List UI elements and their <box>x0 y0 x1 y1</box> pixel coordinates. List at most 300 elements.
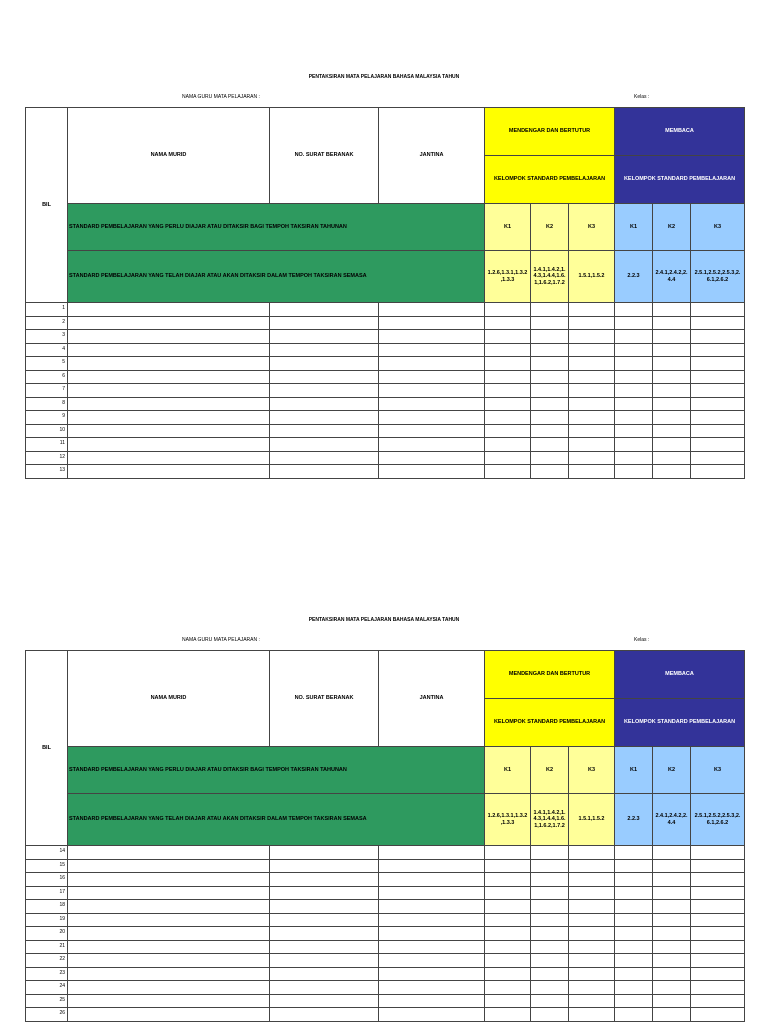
mendengar-k1-cell[interactable] <box>485 873 531 887</box>
nama-murid-cell[interactable] <box>68 330 270 344</box>
jantina-cell[interactable] <box>379 859 485 873</box>
row-number: 12 <box>26 451 68 465</box>
mendengar-k2-cell[interactable] <box>531 859 569 873</box>
student-row <box>26 303 745 317</box>
assessment-table-2 <box>25 650 745 1022</box>
mendengar-k3-cell[interactable] <box>569 357 615 371</box>
student-row <box>26 886 745 900</box>
mendengar-k3-cell[interactable] <box>569 370 615 384</box>
student-row <box>26 397 745 411</box>
membaca-k2-cell[interactable] <box>653 900 691 914</box>
membaca-k2-cell[interactable] <box>653 927 691 941</box>
nama-murid-cell[interactable] <box>68 316 270 330</box>
membaca-k2-cell[interactable] <box>653 954 691 968</box>
mendengar-k2-cell[interactable] <box>531 913 569 927</box>
no-surat-cell[interactable] <box>270 424 379 438</box>
mendengar-k3-cell[interactable] <box>569 886 615 900</box>
no-surat-cell[interactable] <box>270 384 379 398</box>
header-bil: BIL <box>26 651 68 846</box>
no-surat-cell[interactable] <box>270 330 379 344</box>
membaca-k2-cell[interactable] <box>653 994 691 1008</box>
mendengar-k2-cell[interactable] <box>531 994 569 1008</box>
membaca-k3-cell[interactable] <box>691 994 745 1008</box>
mendengar-k1-cell[interactable] <box>485 994 531 1008</box>
mendengar-k3-cell[interactable] <box>569 1008 615 1022</box>
mendengar-k3-cell[interactable] <box>569 900 615 914</box>
student-row <box>26 465 745 479</box>
mendengar-k2-cell[interactable] <box>531 424 569 438</box>
nama-murid-cell[interactable] <box>68 913 270 927</box>
nama-murid-cell[interactable] <box>68 994 270 1008</box>
membaca-k2-cell[interactable] <box>653 873 691 887</box>
mendengar-k3-cell[interactable] <box>569 994 615 1008</box>
membaca-k1-cell[interactable] <box>615 330 653 344</box>
header-bil: BIL <box>26 108 68 303</box>
jantina-cell[interactable] <box>379 886 485 900</box>
student-row <box>26 913 745 927</box>
row-number: 4 <box>26 343 68 357</box>
std-semasa: STANDARD PEMBELAJARAN YANG TELAH DIAJAR ATAU AKAN DITAKSIR DALAM TEMPOH TAKSIRAN SEMASA <box>68 794 485 846</box>
no-surat-cell[interactable] <box>270 873 379 887</box>
jantina-cell[interactable] <box>379 424 485 438</box>
mendengar-k2-cell[interactable] <box>531 357 569 371</box>
nama-murid-cell[interactable] <box>68 859 270 873</box>
jantina-cell[interactable] <box>379 900 485 914</box>
membaca-k3-cell[interactable] <box>691 370 745 384</box>
membaca-k3-cell[interactable] <box>691 330 745 344</box>
no-surat-cell[interactable] <box>270 859 379 873</box>
membaca-k1-cell[interactable] <box>615 846 653 860</box>
no-surat-cell[interactable] <box>270 967 379 981</box>
no-surat-cell[interactable] <box>270 913 379 927</box>
mendengar-k1-cell[interactable] <box>485 954 531 968</box>
header-no-surat: NO. SURAT BERANAK <box>270 108 379 204</box>
mendengar-k1-cell[interactable] <box>485 357 531 371</box>
mendengar-k3-cell[interactable] <box>569 940 615 954</box>
membaca-k2-cell[interactable] <box>653 859 691 873</box>
membaca-k2-cell[interactable] <box>653 967 691 981</box>
row-number: 24 <box>26 981 68 995</box>
student-row <box>26 357 745 371</box>
std-tahunan: STANDARD PEMBELAJARAN YANG PERLU DIAJAR ATAU DITAKSIR BAGI TEMPOH TAKSIRAN TAHUNAN <box>68 747 485 794</box>
jantina-cell[interactable] <box>379 357 485 371</box>
header-kelompok-mendengar: KELOMPOK STANDARD PEMBELAJARAN <box>485 156 615 204</box>
mendengar-k1-cell[interactable] <box>485 465 531 479</box>
mendengar-k2-cell[interactable] <box>531 465 569 479</box>
row-number: 1 <box>26 303 68 317</box>
mendengar-k1-cell[interactable] <box>485 438 531 452</box>
membaca-k1-cell[interactable] <box>615 411 653 425</box>
membaca-k3-cell[interactable] <box>691 859 745 873</box>
kelas-label: Kelas : <box>634 637 650 643</box>
mendengar-k1-cell[interactable] <box>485 967 531 981</box>
no-surat-cell[interactable] <box>270 465 379 479</box>
membaca-k1-cell[interactable] <box>615 954 653 968</box>
no-surat-cell[interactable] <box>270 900 379 914</box>
nama-murid-cell[interactable] <box>68 981 270 995</box>
membaca-k2-cell[interactable] <box>653 451 691 465</box>
jantina-cell[interactable] <box>379 438 485 452</box>
student-row <box>26 438 745 452</box>
membaca-k1-cell[interactable] <box>615 357 653 371</box>
mendengar-k1-cell[interactable] <box>485 886 531 900</box>
no-surat-cell[interactable] <box>270 357 379 371</box>
mendengar-k3-cell[interactable] <box>569 397 615 411</box>
mendengar-k1-cell[interactable] <box>485 397 531 411</box>
membaca-k1-cell[interactable] <box>615 370 653 384</box>
jantina-cell[interactable] <box>379 343 485 357</box>
mendengar-k3-cell[interactable] <box>569 873 615 887</box>
mendengar-k1-cell[interactable] <box>485 451 531 465</box>
mendengar-k2: K2 <box>531 204 569 251</box>
mendengar-k2-cell[interactable] <box>531 451 569 465</box>
mendengar-k2-cell[interactable] <box>531 411 569 425</box>
no-surat-cell[interactable] <box>270 994 379 1008</box>
membaca-k3-cell[interactable] <box>691 303 745 317</box>
std-tahunan: STANDARD PEMBELAJARAN YANG PERLU DIAJAR ATAU DITAKSIR BAGI TEMPOH TAKSIRAN TAHUNAN <box>68 204 485 251</box>
student-row <box>26 940 745 954</box>
std-semasa: STANDARD PEMBELAJARAN YANG TELAH DIAJAR ATAU AKAN DITAKSIR DALAM TEMPOH TAKSIRAN SEMASA <box>68 251 485 303</box>
mendengar-k3-cell[interactable] <box>569 859 615 873</box>
membaca-k3-cell[interactable] <box>691 900 745 914</box>
mendengar-k1-cell[interactable] <box>485 303 531 317</box>
no-surat-cell[interactable] <box>270 940 379 954</box>
mendengar-k1-cell[interactable] <box>485 316 531 330</box>
mendengar-k1-cell[interactable] <box>485 330 531 344</box>
no-surat-cell[interactable] <box>270 303 379 317</box>
mendengar-k3-cell[interactable] <box>569 967 615 981</box>
membaca-k3: K3 <box>691 204 745 251</box>
no-surat-cell[interactable] <box>270 451 379 465</box>
jantina-cell[interactable] <box>379 967 485 981</box>
membaca-k1-cell[interactable] <box>615 994 653 1008</box>
header-kelompok-membaca: KELOMPOK STANDARD PEMBELAJARAN <box>615 699 745 747</box>
nama-murid-cell[interactable] <box>68 954 270 968</box>
membaca-k3-cell[interactable] <box>691 954 745 968</box>
jantina-cell[interactable] <box>379 411 485 425</box>
mendengar-k1: K1 <box>485 204 531 251</box>
mendengar-k2: K2 <box>531 747 569 794</box>
membaca-k3-cell[interactable] <box>691 873 745 887</box>
mendengar-k2-cell[interactable] <box>531 330 569 344</box>
membaca-k2-cell[interactable] <box>653 384 691 398</box>
no-surat-cell[interactable] <box>270 438 379 452</box>
sp-mendengar-k1: 1.2.6,1.3.1,1.3.2 ,1.3.3 <box>485 251 531 303</box>
membaca-k3-cell[interactable] <box>691 424 745 438</box>
nama-murid-cell[interactable] <box>68 424 270 438</box>
mendengar-k2-cell[interactable] <box>531 438 569 452</box>
nama-murid-cell[interactable] <box>68 411 270 425</box>
nama-murid-cell[interactable] <box>68 900 270 914</box>
row-number: 10 <box>26 424 68 438</box>
mendengar-k3-cell[interactable] <box>569 411 615 425</box>
row-number: 13 <box>26 465 68 479</box>
mendengar-k2-cell[interactable] <box>531 846 569 860</box>
sp-mendengar-k3: 1.5.1,1.5.2 <box>569 794 615 846</box>
mendengar-k2-cell[interactable] <box>531 981 569 995</box>
sp-membaca-k3: 2.5.1,2.5.2,2.5.3,2. 6.1,2.6.2 <box>691 794 745 846</box>
jantina-cell[interactable] <box>379 954 485 968</box>
jantina-cell[interactable] <box>379 370 485 384</box>
membaca-k1-cell[interactable] <box>615 1008 653 1022</box>
jantina-cell[interactable] <box>379 330 485 344</box>
mendengar-k3-cell[interactable] <box>569 846 615 860</box>
mendengar-k2-cell[interactable] <box>531 873 569 887</box>
nama-murid-cell[interactable] <box>68 886 270 900</box>
mendengar-k3-cell[interactable] <box>569 913 615 927</box>
membaca-k3-cell[interactable] <box>691 384 745 398</box>
membaca-k1-cell[interactable] <box>615 397 653 411</box>
jantina-cell[interactable] <box>379 465 485 479</box>
no-surat-cell[interactable] <box>270 343 379 357</box>
membaca-k3-cell[interactable] <box>691 913 745 927</box>
mendengar-k1-cell[interactable] <box>485 900 531 914</box>
mendengar-k1-cell[interactable] <box>485 846 531 860</box>
mendengar-k1-cell[interactable] <box>485 940 531 954</box>
membaca-k1-cell[interactable] <box>615 424 653 438</box>
student-row <box>26 994 745 1008</box>
no-surat-cell[interactable] <box>270 370 379 384</box>
membaca-k3-cell[interactable] <box>691 397 745 411</box>
membaca-k3-cell[interactable] <box>691 316 745 330</box>
mendengar-k1-cell[interactable] <box>485 981 531 995</box>
membaca-k3-cell[interactable] <box>691 981 745 995</box>
mendengar-k2-cell[interactable] <box>531 940 569 954</box>
header-jantina: JANTINA <box>379 108 485 204</box>
membaca-k1-cell[interactable] <box>615 451 653 465</box>
nama-murid-cell[interactable] <box>68 873 270 887</box>
nama-murid-cell[interactable] <box>68 438 270 452</box>
membaca-k2-cell[interactable] <box>653 981 691 995</box>
row-number: 8 <box>26 397 68 411</box>
mendengar-k2-cell[interactable] <box>531 397 569 411</box>
nama-murid-cell[interactable] <box>68 384 270 398</box>
membaca-k3-cell[interactable] <box>691 927 745 941</box>
jantina-cell[interactable] <box>379 451 485 465</box>
nama-murid-cell[interactable] <box>68 927 270 941</box>
mendengar-k3-cell[interactable] <box>569 330 615 344</box>
membaca-k3-cell[interactable] <box>691 465 745 479</box>
membaca-k3-cell[interactable] <box>691 846 745 860</box>
membaca-k1-cell[interactable] <box>615 927 653 941</box>
mendengar-k3-cell[interactable] <box>569 438 615 452</box>
nama-murid-cell[interactable] <box>68 940 270 954</box>
no-surat-cell[interactable] <box>270 846 379 860</box>
no-surat-cell[interactable] <box>270 927 379 941</box>
student-row <box>26 343 745 357</box>
membaca-k1-cell[interactable] <box>615 303 653 317</box>
header-membaca: MEMBACA <box>615 108 745 156</box>
jantina-cell[interactable] <box>379 913 485 927</box>
student-row <box>26 316 745 330</box>
membaca-k2-cell[interactable] <box>653 465 691 479</box>
membaca-k2-cell[interactable] <box>653 370 691 384</box>
nama-murid-cell[interactable] <box>68 397 270 411</box>
mendengar-k2-cell[interactable] <box>531 303 569 317</box>
jantina-cell[interactable] <box>379 316 485 330</box>
nama-murid-cell[interactable] <box>68 451 270 465</box>
membaca-k1-cell[interactable] <box>615 967 653 981</box>
membaca-k3-cell[interactable] <box>691 886 745 900</box>
header-nama-murid: NAMA MURID <box>68 651 270 747</box>
membaca-k1-cell[interactable] <box>615 900 653 914</box>
sp-membaca-k3: 2.5.1,2.5.2,2.5.3,2. 6.1,2.6.2 <box>691 251 745 303</box>
membaca-k3-cell[interactable] <box>691 1008 745 1022</box>
membaca-k2-cell[interactable] <box>653 357 691 371</box>
nama-murid-cell[interactable] <box>68 370 270 384</box>
membaca-k1-cell[interactable] <box>615 316 653 330</box>
mendengar-k2-cell[interactable] <box>531 954 569 968</box>
membaca-k1-cell[interactable] <box>615 465 653 479</box>
row-number: 18 <box>26 900 68 914</box>
mendengar-k2-cell[interactable] <box>531 927 569 941</box>
jantina-cell[interactable] <box>379 303 485 317</box>
header-mendengar: MENDENGAR DAN BERTUTUR <box>485 651 615 699</box>
no-surat-cell[interactable] <box>270 954 379 968</box>
membaca-k2: K2 <box>653 747 691 794</box>
nama-murid-cell[interactable] <box>68 846 270 860</box>
membaca-k3-cell[interactable] <box>691 967 745 981</box>
mendengar-k2-cell[interactable] <box>531 967 569 981</box>
sheet-title: PENTAKSIRAN MATA PELAJARAN BAHASA MALAYSIA TAHUN <box>308 617 460 623</box>
membaca-k2-cell[interactable] <box>653 343 691 357</box>
student-row <box>26 981 745 995</box>
membaca-k1-cell[interactable] <box>615 438 653 452</box>
nama-murid-cell[interactable] <box>68 303 270 317</box>
membaca-k2-cell[interactable] <box>653 411 691 425</box>
sp-mendengar-k3: 1.5.1,1.5.2 <box>569 251 615 303</box>
membaca-k1-cell[interactable] <box>615 343 653 357</box>
mendengar-k2-cell[interactable] <box>531 384 569 398</box>
row-number: 17 <box>26 886 68 900</box>
mendengar-k3-cell[interactable] <box>569 981 615 995</box>
jantina-cell[interactable] <box>379 927 485 941</box>
jantina-cell[interactable] <box>379 994 485 1008</box>
no-surat-cell[interactable] <box>270 316 379 330</box>
nama-murid-cell[interactable] <box>68 343 270 357</box>
mendengar-k2-cell[interactable] <box>531 900 569 914</box>
mendengar-k3-cell[interactable] <box>569 343 615 357</box>
membaca-k3-cell[interactable] <box>691 411 745 425</box>
no-surat-cell[interactable] <box>270 411 379 425</box>
mendengar-k2-cell[interactable] <box>531 316 569 330</box>
nama-murid-cell[interactable] <box>68 357 270 371</box>
student-row <box>26 967 745 981</box>
row-number: 6 <box>26 370 68 384</box>
membaca-k1-cell[interactable] <box>615 940 653 954</box>
sp-mendengar-k1: 1.2.6,1.3.1,1.3.2 ,1.3.3 <box>485 794 531 846</box>
membaca-k1-cell[interactable] <box>615 859 653 873</box>
membaca-k2-cell[interactable] <box>653 424 691 438</box>
membaca-k2-cell[interactable] <box>653 940 691 954</box>
membaca-k3-cell[interactable] <box>691 438 745 452</box>
membaca-k3-cell[interactable] <box>691 940 745 954</box>
kelas-label: Kelas : <box>634 94 650 100</box>
membaca-k2-cell[interactable] <box>653 1008 691 1022</box>
mendengar-k1-cell[interactable] <box>485 913 531 927</box>
mendengar-k1-cell[interactable] <box>485 424 531 438</box>
membaca-k2-cell[interactable] <box>653 330 691 344</box>
jantina-cell[interactable] <box>379 1008 485 1022</box>
sp-mendengar-k2: 1.4.1,1.4.2,1. 4.3,1.4.4,1.6. 1,1.6.2,1.7.2 <box>531 251 569 303</box>
mendengar-k1-cell[interactable] <box>485 370 531 384</box>
mendengar-k3-cell[interactable] <box>569 927 615 941</box>
header-mendengar: MENDENGAR DAN BERTUTUR <box>485 108 615 156</box>
membaca-k2-cell[interactable] <box>653 886 691 900</box>
mendengar-k1-cell[interactable] <box>485 859 531 873</box>
mendengar-k3-cell[interactable] <box>569 424 615 438</box>
mendengar-k3-cell[interactable] <box>569 384 615 398</box>
membaca-k1-cell[interactable] <box>615 886 653 900</box>
jantina-cell[interactable] <box>379 981 485 995</box>
membaca-k2-cell[interactable] <box>653 846 691 860</box>
student-row <box>26 859 745 873</box>
row-number: 21 <box>26 940 68 954</box>
mendengar-k1-cell[interactable] <box>485 1008 531 1022</box>
mendengar-k2-cell[interactable] <box>531 1008 569 1022</box>
row-number: 15 <box>26 859 68 873</box>
jantina-cell[interactable] <box>379 397 485 411</box>
mendengar-k1-cell[interactable] <box>485 343 531 357</box>
membaca-k1-cell[interactable] <box>615 873 653 887</box>
row-number: 19 <box>26 913 68 927</box>
membaca-k3-cell[interactable] <box>691 343 745 357</box>
membaca-k2-cell[interactable] <box>653 397 691 411</box>
membaca-k3-cell[interactable] <box>691 357 745 371</box>
header-no-surat: NO. SURAT BERANAK <box>270 651 379 747</box>
mendengar-k2-cell[interactable] <box>531 343 569 357</box>
jantina-cell[interactable] <box>379 940 485 954</box>
no-surat-cell[interactable] <box>270 886 379 900</box>
mendengar-k3-cell[interactable] <box>569 451 615 465</box>
jantina-cell[interactable] <box>379 384 485 398</box>
mendengar-k1-cell[interactable] <box>485 384 531 398</box>
jantina-cell[interactable] <box>379 873 485 887</box>
membaca-k1-cell[interactable] <box>615 981 653 995</box>
membaca-k1-cell[interactable] <box>615 913 653 927</box>
mendengar-k2-cell[interactable] <box>531 886 569 900</box>
student-row <box>26 954 745 968</box>
row-number: 26 <box>26 1008 68 1022</box>
membaca-k3-cell[interactable] <box>691 451 745 465</box>
mendengar-k3-cell[interactable] <box>569 316 615 330</box>
membaca-k2-cell[interactable] <box>653 913 691 927</box>
no-surat-cell[interactable] <box>270 981 379 995</box>
mendengar-k3-cell[interactable] <box>569 954 615 968</box>
mendengar-k3-cell[interactable] <box>569 303 615 317</box>
row-number: 25 <box>26 994 68 1008</box>
mendengar-k1-cell[interactable] <box>485 927 531 941</box>
nama-murid-cell[interactable] <box>68 1008 270 1022</box>
mendengar-k3-cell[interactable] <box>569 465 615 479</box>
row-number: 5 <box>26 357 68 371</box>
assessment-table-1 <box>25 107 745 479</box>
mendengar-k3: K3 <box>569 747 615 794</box>
nama-murid-cell[interactable] <box>68 967 270 981</box>
membaca-k2-cell[interactable] <box>653 438 691 452</box>
jantina-cell[interactable] <box>379 846 485 860</box>
mendengar-k2-cell[interactable] <box>531 370 569 384</box>
mendengar-k1-cell[interactable] <box>485 411 531 425</box>
no-surat-cell[interactable] <box>270 1008 379 1022</box>
no-surat-cell[interactable] <box>270 397 379 411</box>
membaca-k1-cell[interactable] <box>615 384 653 398</box>
student-row <box>26 384 745 398</box>
membaca-k1: K1 <box>615 747 653 794</box>
membaca-k2-cell[interactable] <box>653 303 691 317</box>
nama-murid-cell[interactable] <box>68 465 270 479</box>
membaca-k2-cell[interactable] <box>653 316 691 330</box>
